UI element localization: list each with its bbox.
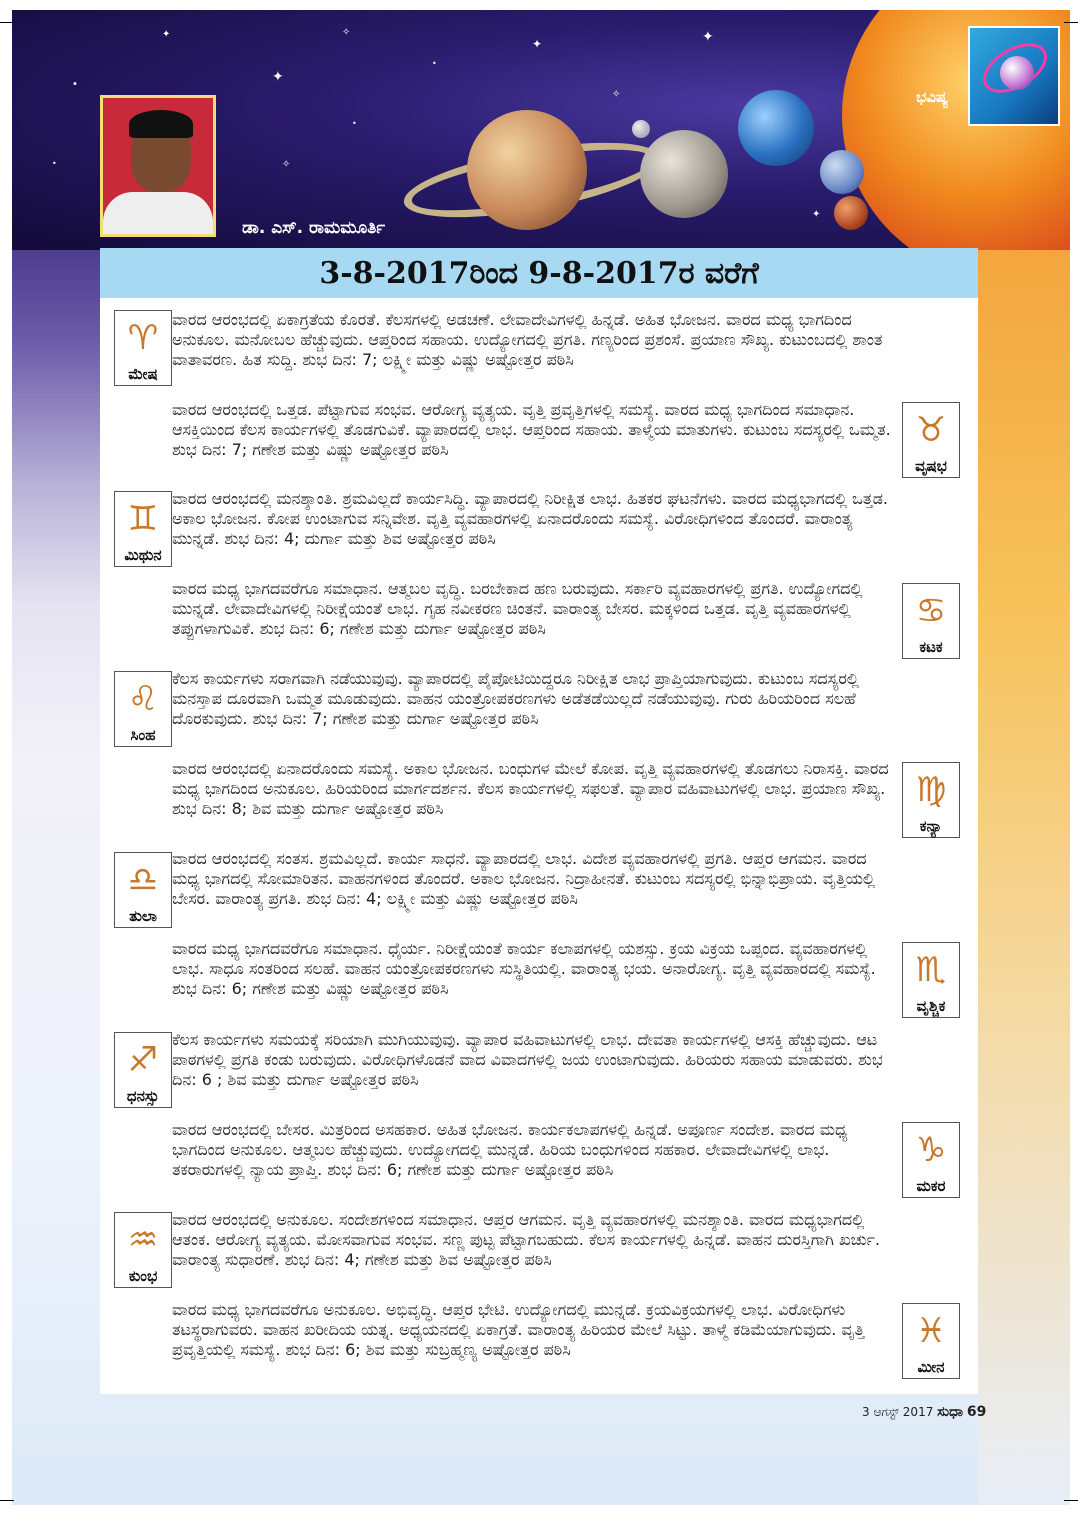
horoscope-text: ವಾರದ ಆರಂಭದಲ್ಲಿ ಬೇಸರ. ಮಿತ್ರರಿಂದ ಅಸಹಕಾರ. ಅಹಿತ ಭೋಜನ. ಕಾರ್ಯಕಲಾಪಗಳಲ್ಲಿ ಹಿನ್ನಡೆ. ಅಪೂರ್ಣ ಸಂದೇಶ. ವಾರದ ಮಧ್ಯ ಭಾಗದಿಂದ ಅನುಕೂಲ. ಆತ್ಮಬಲ ಹೆಚ್ಚುವುದು. ಉದ್ಯೋಗದಲ್ಲಿ ಮುನ್ನಡೆ. ಹಿರಿಯ ಬಂಧುಗಳಿಂದ ಸಹಕಾರ. ಲೇವಾದೇವಿಗಳಲ್ಲಿ ಲಾಭ. ತಕರಾರುಗಳಲ್ಲಿ ನ್ಯಾಯ ಪ್ರಾಪ್ತಿ. ಶುಭ ದಿನ: 6; ಗಣೇಶ ಮತ್ತು ದುರ್ಗಾ ಅಷ್ಟೋತ್ತರ ಪಠಿಸಿ — [172, 1120, 848, 1179]
space-banner: ✦ ✦ ✧ • ✦ ✧ ✦ • • ✧ • ✦ — [12, 10, 1070, 250]
sign-name: ಕಟಕ — [919, 638, 943, 656]
sign-vrishchika — [902, 942, 960, 1018]
sign-kanya — [902, 762, 960, 838]
horoscope-text: ವಾರದ ಆರಂಭದಲ್ಲಿ ಸಂತಸ. ಶ್ರಮವಿಲ್ಲದೆ. ಕಾರ್ಯ ಸಾಧನೆ. ವ್ಯಾಪಾರದಲ್ಲಿ ಲಾಭ. ವಿದೇಶ ವ್ಯವಹಾರಗಳಲ್ಲಿ ಪ್ರಗತಿ. ಆಪ್ತರ ಆಗಮನ. ವಾರದ ಮಧ್ಯ ಭಾಗದಲ್ಲಿ ಸೋಮಾರಿತನ. ವಾಹನಗಳಿಂದ ತೊಂದರೆ. ಅಕಾಲ ಭೋಜನ. ನಿದ್ರಾಹೀನತೆ. ಕುಟುಂಬ ಸದಸ್ಯರಲ್ಲಿ ಭಿನ್ನಾಭಿಪ್ರಾಯ. ವೃತ್ತಿಯಲ್ಲಿ ಬೇಸರ. ವಾರಾಂತ್ಯ ಪ್ರಗತಿ. ಶುಭ ದಿನ: 4; ಲಕ್ಷ್ಮೀ ಮತ್ತು ವಿಷ್ಣು ಅಷ್ಟೋತ್ತರ ಪಠಿಸಿ — [172, 849, 876, 908]
crab-icon: ♋ — [915, 591, 947, 631]
crop-mark — [0, 22, 14, 23]
maiden-icon: ♍ — [915, 770, 947, 810]
footer-magazine: ಸುಧಾ — [937, 1404, 964, 1420]
sign-name: ವೃಷಭ — [915, 457, 947, 475]
sign-mithuna — [114, 491, 172, 567]
blue-planet — [820, 150, 864, 194]
scales-icon: ♎ — [127, 860, 159, 900]
footer-date: 3 ಆಗಸ್ಟ್ 2017 — [862, 1405, 934, 1419]
sign-dhanassu — [114, 1032, 172, 1108]
crocodile-icon: ♑ — [915, 1130, 947, 1170]
mars-planet — [834, 196, 868, 230]
date-range-title: 3-8-2017ರಿಂದ 9-8-2017ರ ವರೆಗೆ — [100, 248, 978, 298]
planet-icon — [1000, 56, 1034, 90]
crop-mark — [1064, 22, 1078, 23]
sign-tula — [114, 852, 172, 928]
fish-icon: ♓ — [915, 1311, 947, 1351]
archer-icon: ♐ — [127, 1040, 159, 1080]
right-decorative-band — [978, 230, 1070, 1505]
sign-kataka — [902, 583, 960, 659]
twins-icon: ♊ — [127, 499, 159, 539]
ram-icon: ♈ — [127, 318, 159, 358]
horoscope-text: ವಾರದ ಆರಂಭದಲ್ಲಿ ಏನಾದರೊಂದು ಸಮಸ್ಯೆ. ಅಕಾಲ ಭೋಜನ. ಬಂಧುಗಳ ಮೇಲೆ ಕೋಪ. ವೃತ್ತಿ ವ್ಯವಹಾರಗಳಲ್ಲಿ ತೊಡಗಲು ನಿರಾಸಕ್ತಿ. ವಾರದ ಮಧ್ಯ ಭಾಗದಿಂದ ಅನುಕೂಲ. ಹಿರಿಯರಿಂದ ಮಾರ್ಗದರ್ಶನ. ಕೆಲಸ ಕಾರ್ಯಗಳಲ್ಲಿ ಸಫಲತೆ. ವ್ಯಾಪಾರ ವಹಿವಾಟುಗಳಲ್ಲಿ ಲಾಭ. ಪ್ರಯಾಣ ಸೌಖ್ಯ. ಶುಭ ದಿನ: 8; ಶಿವ ಮತ್ತು ದುರ್ಗಾ ಅಷ್ಟೋತ್ತರ ಪಠಿಸಿ — [172, 759, 889, 818]
moon-planet — [640, 130, 728, 218]
jupiter-planet — [467, 110, 587, 230]
horoscope-text: ಕೆಲಸ ಕಾರ್ಯಗಳು ಸರಾಗವಾಗಿ ನಡೆಯುವುವು. ವ್ಯಾಪಾರದಲ್ಲಿ ಪೈಪೋಟಿಯಿದ್ದರೂ ನಿರೀಕ್ಷಿತ ಲಾಭ ಪ್ರಾಪ್ತಿಯಾಗುವುದು. ಕುಟುಂಬ ಸದಸ್ಯರಲ್ಲಿ ಮನಸ್ತಾಪ ದೂರವಾಗಿ ಒಮ್ಮತ ಮೂಡುವುದು. ವಾಹನ ಯಂತ್ರೋಪಕರಣಗಳು ಅಡೆತಡೆಯಿಲ್ಲದೆ ನಡೆಯುವುವು. ಗುರು ಹಿರಿಯರಿಂದ ಸಲಹೆ ದೊರಕುವುದು. ಶುಭ ದಿನ: 7; ಗಣೇಶ ಮತ್ತು ದುರ್ಗಾ ಅಷ್ಟೋತ್ತರ ಪಠಿಸಿ — [172, 669, 859, 728]
crop-mark — [1064, 1500, 1078, 1501]
footer-page-number: 69 — [966, 1404, 987, 1420]
sign-name: ಮೀನ — [917, 1358, 945, 1376]
sign-name: ವೃಶ್ಚಿಕ — [916, 997, 946, 1015]
horoscope-text: ವಾರದ ಆರಂಭದಲ್ಲಿ ಅನುಕೂಲ. ಸಂದೇಶಗಳಿಂದ ಸಮಾಧಾನ. ಆಪ್ತರ ಆಗಮನ. ವೃತ್ತಿ ವ್ಯವಹಾರಗಳಲ್ಲಿ ಮನಶ್ಶಾಂತಿ. ವಾರದ ಮಧ್ಯಭಾಗದಲ್ಲಿ ಆತಂಕ. ಆರೋಗ್ಯ ವ್ಯತ್ಯಯ. ಮೋಸವಾಗುವ ಸಂಭವ. ಸಣ್ಣ ಪುಟ್ಟ ಪೆಟ್ಟಾಗಬಹುದು. ಕೆಲಸ ಕಾರ್ಯಗಳಲ್ಲಿ ಹಿನ್ನಡೆ. ವಾಹನ ದುರಸ್ತಿಗಾಗಿ ಖರ್ಚು. ವಾರಾಂತ್ಯ ಸುಧಾರಣೆ. ಶುಭ ದಿನ: 4; ಗಣೇಶ ಮತ್ತು ಶಿವ ಅಷ್ಟೋತ್ತರ ಪಠಿಸಿ — [172, 1210, 880, 1269]
water-bearer-icon: ♒ — [127, 1220, 159, 1260]
sign-name: ಕುಂಭ — [128, 1267, 158, 1285]
horoscope-text: ವಾರದ ಮಧ್ಯ ಭಾಗದವರೆಗೂ ಅನುಕೂಲ. ಅಭಿವೃದ್ಧಿ. ಆಪ್ತರ ಭೇಟಿ. ಉದ್ಯೋಗದಲ್ಲಿ ಮುನ್ನಡೆ. ಕ್ರಯವಿಕ್ರಯಗಳಲ್ಲಿ ಲಾಭ. ವಿರೋಧಿಗಳು ತಟಸ್ಥರಾಗುವರು. ವಾಹನ ಖರೀದಿಯ ಯತ್ನ. ಅಧ್ಯಯನದಲ್ಲಿ ಏಕಾಗ್ರತೆ. ವಾರಾಂತ್ಯ ಹಿರಿಯರ ಮೇಲೆ ಸಿಟ್ಟು. ತಾಳ್ಮೆ ಕಡಿಮೆಯಾಗುವುದು. ವೃತ್ತಿ ಪ್ರವೃತ್ತಿಯಲ್ಲಿ ಸಮಸ್ಯೆ. ಶುಭ ದಿನ: 6; ಶಿವ ಮತ್ತು ಸುಬ್ರಹ್ಮಣ್ಯ ಅಷ್ಟೋತ್ತರ ಪಠಿಸಿ — [172, 1300, 865, 1359]
horoscope-text: ವಾರದ ಮಧ್ಯ ಭಾಗದವರೆಗೂ ಸಮಾಧಾನ. ಆತ್ಮಬಲ ವೃದ್ಧಿ. ಬರಬೇಕಾದ ಹಣ ಬರುವುದು. ಸರ್ಕಾರಿ ವ್ಯವಹಾರಗಳಲ್ಲಿ ಪ್ರಗತಿ. ಉದ್ಯೋಗದಲ್ಲಿ ಮುನ್ನಡೆ. ಲೇವಾದೇವಿಗಳಲ್ಲಿ ನಿರೀಕ್ಷೆಯಂತೆ ಲಾಭ. ಗೃಹ ನವೀಕರಣ ಚಿಂತನೆ. ವಾರಾಂತ್ಯ ಬೇಸರ. ಮಕ್ಕಳಿಂದ ಒತ್ತಡ. ವೃತ್ತಿ ವ್ಯವಹಾರಗಳಲ್ಲಿ ತಪ್ಪುಗಳಾಗುವಿಕೆ. ಶುಭ ದಿನ: 6; ಗಣೇಶ ಮತ್ತು ದುರ್ಗಾ ಅಷ್ಟೋತ್ತರ ಪಠಿಸಿ — [172, 579, 863, 638]
sign-makara — [902, 1122, 960, 1198]
page-footer — [862, 1404, 986, 1420]
sign-kumbha — [114, 1212, 172, 1288]
sign-vrishabha — [902, 402, 960, 478]
lion-icon: ♌ — [127, 679, 159, 719]
sign-name: ಧನಸ್ಸು — [126, 1087, 160, 1105]
section-label: ಭವಿಷ್ಯ — [916, 88, 949, 106]
sign-name: ಮೇಷ — [128, 365, 158, 383]
sign-meena — [902, 1303, 960, 1379]
sign-name: ಕನ್ಯಾ — [919, 817, 943, 835]
small-planet — [632, 120, 650, 138]
sign-name: ಸಿಂಹ — [130, 726, 156, 744]
sign-mesha — [114, 310, 172, 386]
horoscope-text: ಕೆಲಸ ಕಾರ್ಯಗಳು ಸಮಯಕ್ಕೆ ಸರಿಯಾಗಿ ಮುಗಿಯುವುವು. ವ್ಯಾಪಾರ ವಹಿವಾಟುಗಳಲ್ಲಿ ಲಾಭ. ದೇವತಾ ಕಾರ್ಯಗಳಲ್ಲಿ ಆಸಕ್ತಿ ಹೆಚ್ಚುವುದು. ಆಟ ಪಾಠಗಳಲ್ಲಿ ಪ್ರಗತಿ ಕಂಡು ಬರುವುದು. ವಿರೋಧಿಗಳೊಡನೆ ವಾದ ವಿವಾದಗಳಲ್ಲಿ ಜಯ ಉಂಟಾಗುವುದು. ಹಿರಿಯರು ಸಹಾಯ ಮಾಡುವರು. ಶುಭ ದಿನ: 6 ; ಶಿವ ಮತ್ತು ದುರ್ಗಾ ಅಷ್ಟೋತ್ತರ ಪಠಿಸಿ — [172, 1030, 883, 1089]
horoscope-text: ವಾರದ ಮಧ್ಯ ಭಾಗದವರೆಗೂ ಸಮಾಧಾನ. ಧೈರ್ಯ. ನಿರೀಕ್ಷೆಯಂತೆ ಕಾರ್ಯ ಕಲಾಪಗಳಲ್ಲಿ ಯಶಸ್ಸು. ಕ್ರಯ ವಿಕ್ರಯ ಒಪ್ಪಂದ. ವ್ಯವಹಾರಗಳಲ್ಲಿ ಲಾಭ. ಸಾಧೂ ಸಂತರಿಂದ ಸಲಹೆ. ವಾಹನ ಯಂತ್ರೋಪಕರಣಗಳು ಸುಸ್ಥಿತಿಯಲ್ಲಿ. ವಾರಾಂತ್ಯ ಭಯ. ಅನಾರೋಗ್ಯ. ವೃತ್ತಿ ವ್ಯವಹಾರದಲ್ಲಿ ಸಮಸ್ಯೆ. ಶುಭ ದಿನ: 6; ಗಣೇಶ ಮತ್ತು ವಿಷ್ಣು ಅಷ್ಟೋತ್ತರ ಪಠಿಸಿ — [172, 939, 876, 998]
author-photo — [100, 95, 216, 237]
author-name: ಡಾ. ಎಸ್. ರಾಮಮೂರ್ತಿ — [242, 218, 386, 238]
horoscope-text: ವಾರದ ಆರಂಭದಲ್ಲಿ ಮನಶ್ಶಾಂತಿ. ಶ್ರಮವಿಲ್ಲದೆ ಕಾರ್ಯಸಿದ್ಧಿ. ವ್ಯಾಪಾರದಲ್ಲಿ ನಿರೀಕ್ಷಿತ ಲಾಭ. ಹಿತಕರ ಘಟನೆಗಳು. ವಾರದ ಮಧ್ಯಭಾಗದಲ್ಲಿ ಒತ್ತಡ. ಅಕಾಲ ಭೋಜನ. ಕೋಪ ಉಂಟಾಗುವ ಸನ್ನಿವೇಶ. ವೃತ್ತಿ ವ್ಯವಹಾರಗಳಲ್ಲಿ ಏನಾದರೊಂದು ಸಮಸ್ಯೆ. ವಿರೋಧಿಗಳಿಂದ ತೊಂದರೆ. ವಾರಾಂತ್ಯ ಮುನ್ನಡೆ. ಶುಭ ದಿನ: 4; ದುರ್ಗಾ ಮತ್ತು ಶಿವ ಅಷ್ಟೋತ್ತರ ಪಠಿಸಿ — [172, 489, 889, 548]
crop-mark — [0, 1500, 14, 1501]
bull-icon: ♉ — [915, 410, 947, 450]
sign-name: ಮಿಥುನ — [124, 546, 162, 564]
sign-simha — [114, 671, 172, 747]
section-logo — [968, 26, 1060, 126]
sign-name: ಮಕರ — [916, 1177, 946, 1195]
horoscope-text: ವಾರದ ಆರಂಭದಲ್ಲಿ ಏಕಾಗ್ರತೆಯ ಕೊರತೆ. ಕೆಲಸಗಳಲ್ಲಿ ಅಡಚಣೆ. ಲೇವಾದೇವಿಗಳಲ್ಲಿ ಹಿನ್ನಡೆ. ಅಹಿತ ಭೋಜನ. ವಾರದ ಮಧ್ಯ ಭಾಗದಿಂದ ಅನುಕೂಲ. ಮನೋಬಲ ಹೆಚ್ಚುವುದು. ಆಪ್ತರಿಂದ ಸಹಾಯ. ಉದ್ಯೋಗದಲ್ಲಿ ಪ್ರಗತಿ. ಗಣ್ಯರಿಂದ ಪ್ರಶಂಸೆ. ಪ್ರಯಾಣ ಸೌಖ್ಯ. ಕುಟುಂಬದಲ್ಲಿ ಶಾಂತ ವಾತಾವರಣ. ಹಿತ ಸುದ್ದಿ. ಶುಭ ದಿನ: 7; ಲಕ್ಷ್ಮೀ ಮತ್ತು ವಿಷ್ಣು ಅಷ್ಟೋತ್ತರ ಪಠಿಸಿ — [172, 310, 883, 369]
horoscope-text: ವಾರದ ಆರಂಭದಲ್ಲಿ ಒತ್ತಡ. ಪೆಟ್ಟಾಗುವ ಸಂಭವ. ಆರೋಗ್ಯ ವ್ಯತ್ಯಯ. ವೃತ್ತಿ ಪ್ರವೃತ್ತಿಗಳಲ್ಲಿ ಸಮಸ್ಯೆ. ವಾರದ ಮಧ್ಯ ಭಾಗದಿಂದ ಸಮಾಧಾನ. ಆಸಕ್ತಿಯಿಂದ ಕೆಲಸ ಕಾರ್ಯಗಳಲ್ಲಿ ತೊಡಗುವಿಕೆ. ವ್ಯಾಪಾರದಲ್ಲಿ ಲಾಭ. ಆಪ್ತರಿಂದ ಸಹಾಯ. ತಾಳ್ಮೆಯ ಮಾತುಗಳು. ಕುಟುಂಬ ಸದಸ್ಯರಲ್ಲಿ ಒಮ್ಮತ. ಶುಭ ದಿನ: 7; ಗಣೇಶ ಮತ್ತು ವಿಷ್ಣು ಅಷ್ಟೋತ್ತರ ಪಠಿಸಿ — [172, 400, 891, 459]
earth-planet — [738, 90, 814, 166]
scorpion-icon: ♏ — [915, 950, 947, 990]
sign-name: ತುಲಾ — [129, 907, 157, 925]
